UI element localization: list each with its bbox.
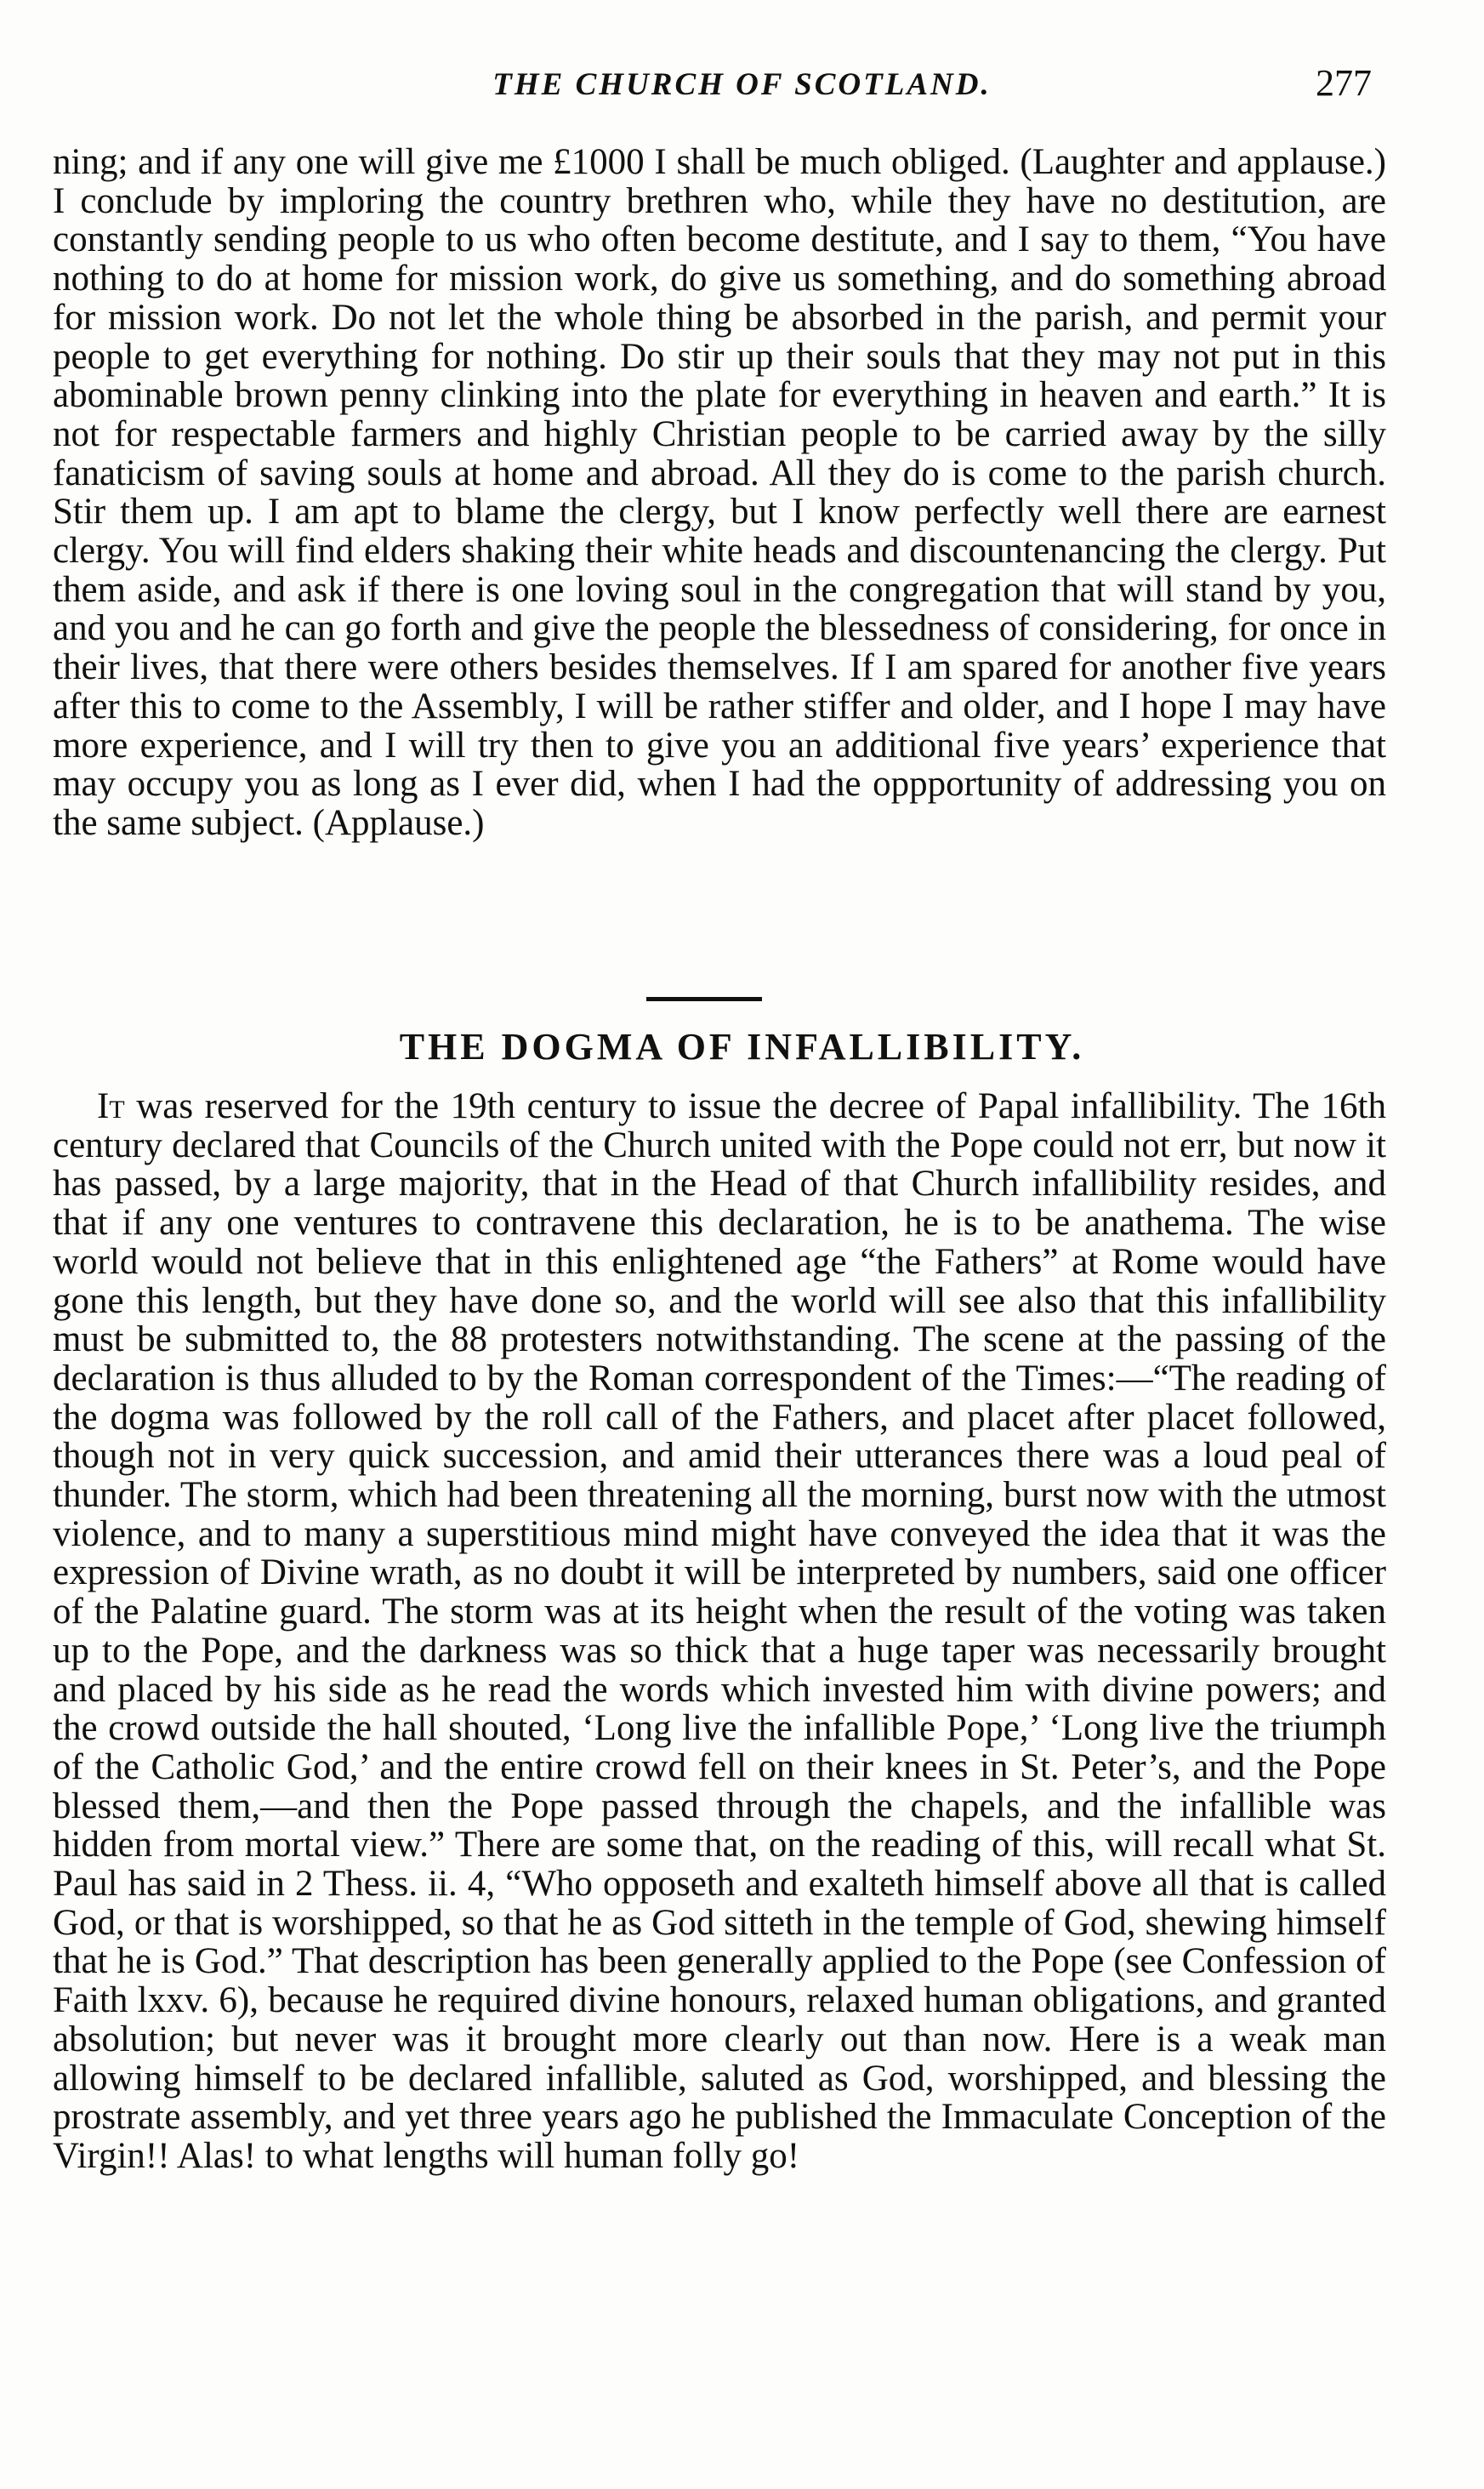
paragraph-infallibility-body: was reserved for the 19th century to issue the decree of Papal infallibility. The 16th century declared that Councils of the Church united with the Pope could not err, but now it has passed, by a large majority, that in the Head of that Church infallibility resides, and that if any one ventures to contravene this declaration, he is to be anathema. The wise world would not believe that in this enlightened age “the Fathers” at Rome would have gone this length, but they have done so, and the world will see also that this infallibility must be submitted to, the 88 protesters notwithstanding. The scene at the passing of the declaration is thus alluded to by the Roman correspondent of the Times:—“The reading of the dogma was followed by the roll call of the Fathers, and placet after placet followed, though not in very quick succession, and amid their utterances there was a loud peal of thunder. The storm, which had been threatening all the morning, burst now with the utmost violence, and to many a superstitious mind might have conveyed the idea that it was the expression of Divine wrath, as no doubt it will be interpreted by numbers, said one officer of the Palatine guard. The storm was at its height when the result of the voting was taken up to the Pope, and the darkness was so thick that a huge taper was necessarily brought and placed by his side as he read the words which invested him with divine powers; and the crowd outside the hall shouted, ‘Long live the infallible Pope,’ ‘Long live the triumph of the Catholic God,’ and the entire crowd fell on their knees in St. Peter’s, and the Pope blessed them,—and then the Pope passed through the chapels, and the infallible was hidden from mortal view.” There are some that, on the reading of this, will recall what St. Paul has said in 2 Thess. ii. 4, “Who opposeth and exalteth himself above all that is called God, or that is worshipped, so that he as God sitteth in the temple of God, shewing himself that he is God.” That description has been generally applied to the Pope (see Confession of Faith lxxv. 6), because he required divine honours, relaxed human obligations, and granted absolution; but never was it brought more clearly out than now. Here is a weak man allowing himself to be declared infallible, saluted as God, worshipped, and blessing the prostrate assembly, and yet three years ago he published the Immaculate Conception of the Virgin!! Alas! to what lengths will human folly go! (53, 1086, 1386, 2176)
section-divider (646, 997, 762, 1001)
paragraph-infallibility (53, 1087, 1386, 2176)
running-title: THE CHURCH OF SCOTLAND. (492, 67, 992, 102)
drop-word: It (97, 1086, 125, 1126)
section-heading: THE DOGMA OF INFALLIBILITY. (399, 1026, 1085, 1068)
page-number: 277 (1316, 62, 1372, 104)
running-header (0, 58, 1484, 109)
paragraph-speech-conclusion: ning; and if any one will give me £1000 I shall be much obliged. (Laughter and applause.) I conclude by imploring the country brethren who, while they have no destitution, are constantly sending people to us who often become destitute, and I say to them, “You have nothing to do at home for mission work, do give us something, and do something abroad for mission work. Do not let the whole thing be absorbed in the parish, and permit your people to get everything for nothing. Do stir up their souls that they may not put in this abominable brown penny clinking into the plate for everything in heaven and earth.” It is not for respectable farmers and highly Christian people to be carried away by the silly fanaticism of saving souls at home and abroad. All they do is come to the parish church. Stir them up. I am apt to blame the clergy, but I know perfectly well there are earnest clergy. You will find elders shaking their white heads and discountenancing the clergy. Put them aside, and ask if there is one loving soul in the congregation that will stand by you, and you and he can go forth and give the people the blessedness of considering, for once in their lives, that there were others besides themselves. If I am spared for another five years after this to come to the Assembly, I will be rather stiffer and older, and I hope I may have more experience, and I will try then to give you an additional five years’ experience that may occupy you as long as I ever did, when I had the oppportunity of addressing you on the same subject. (Applause.) (53, 142, 1386, 843)
